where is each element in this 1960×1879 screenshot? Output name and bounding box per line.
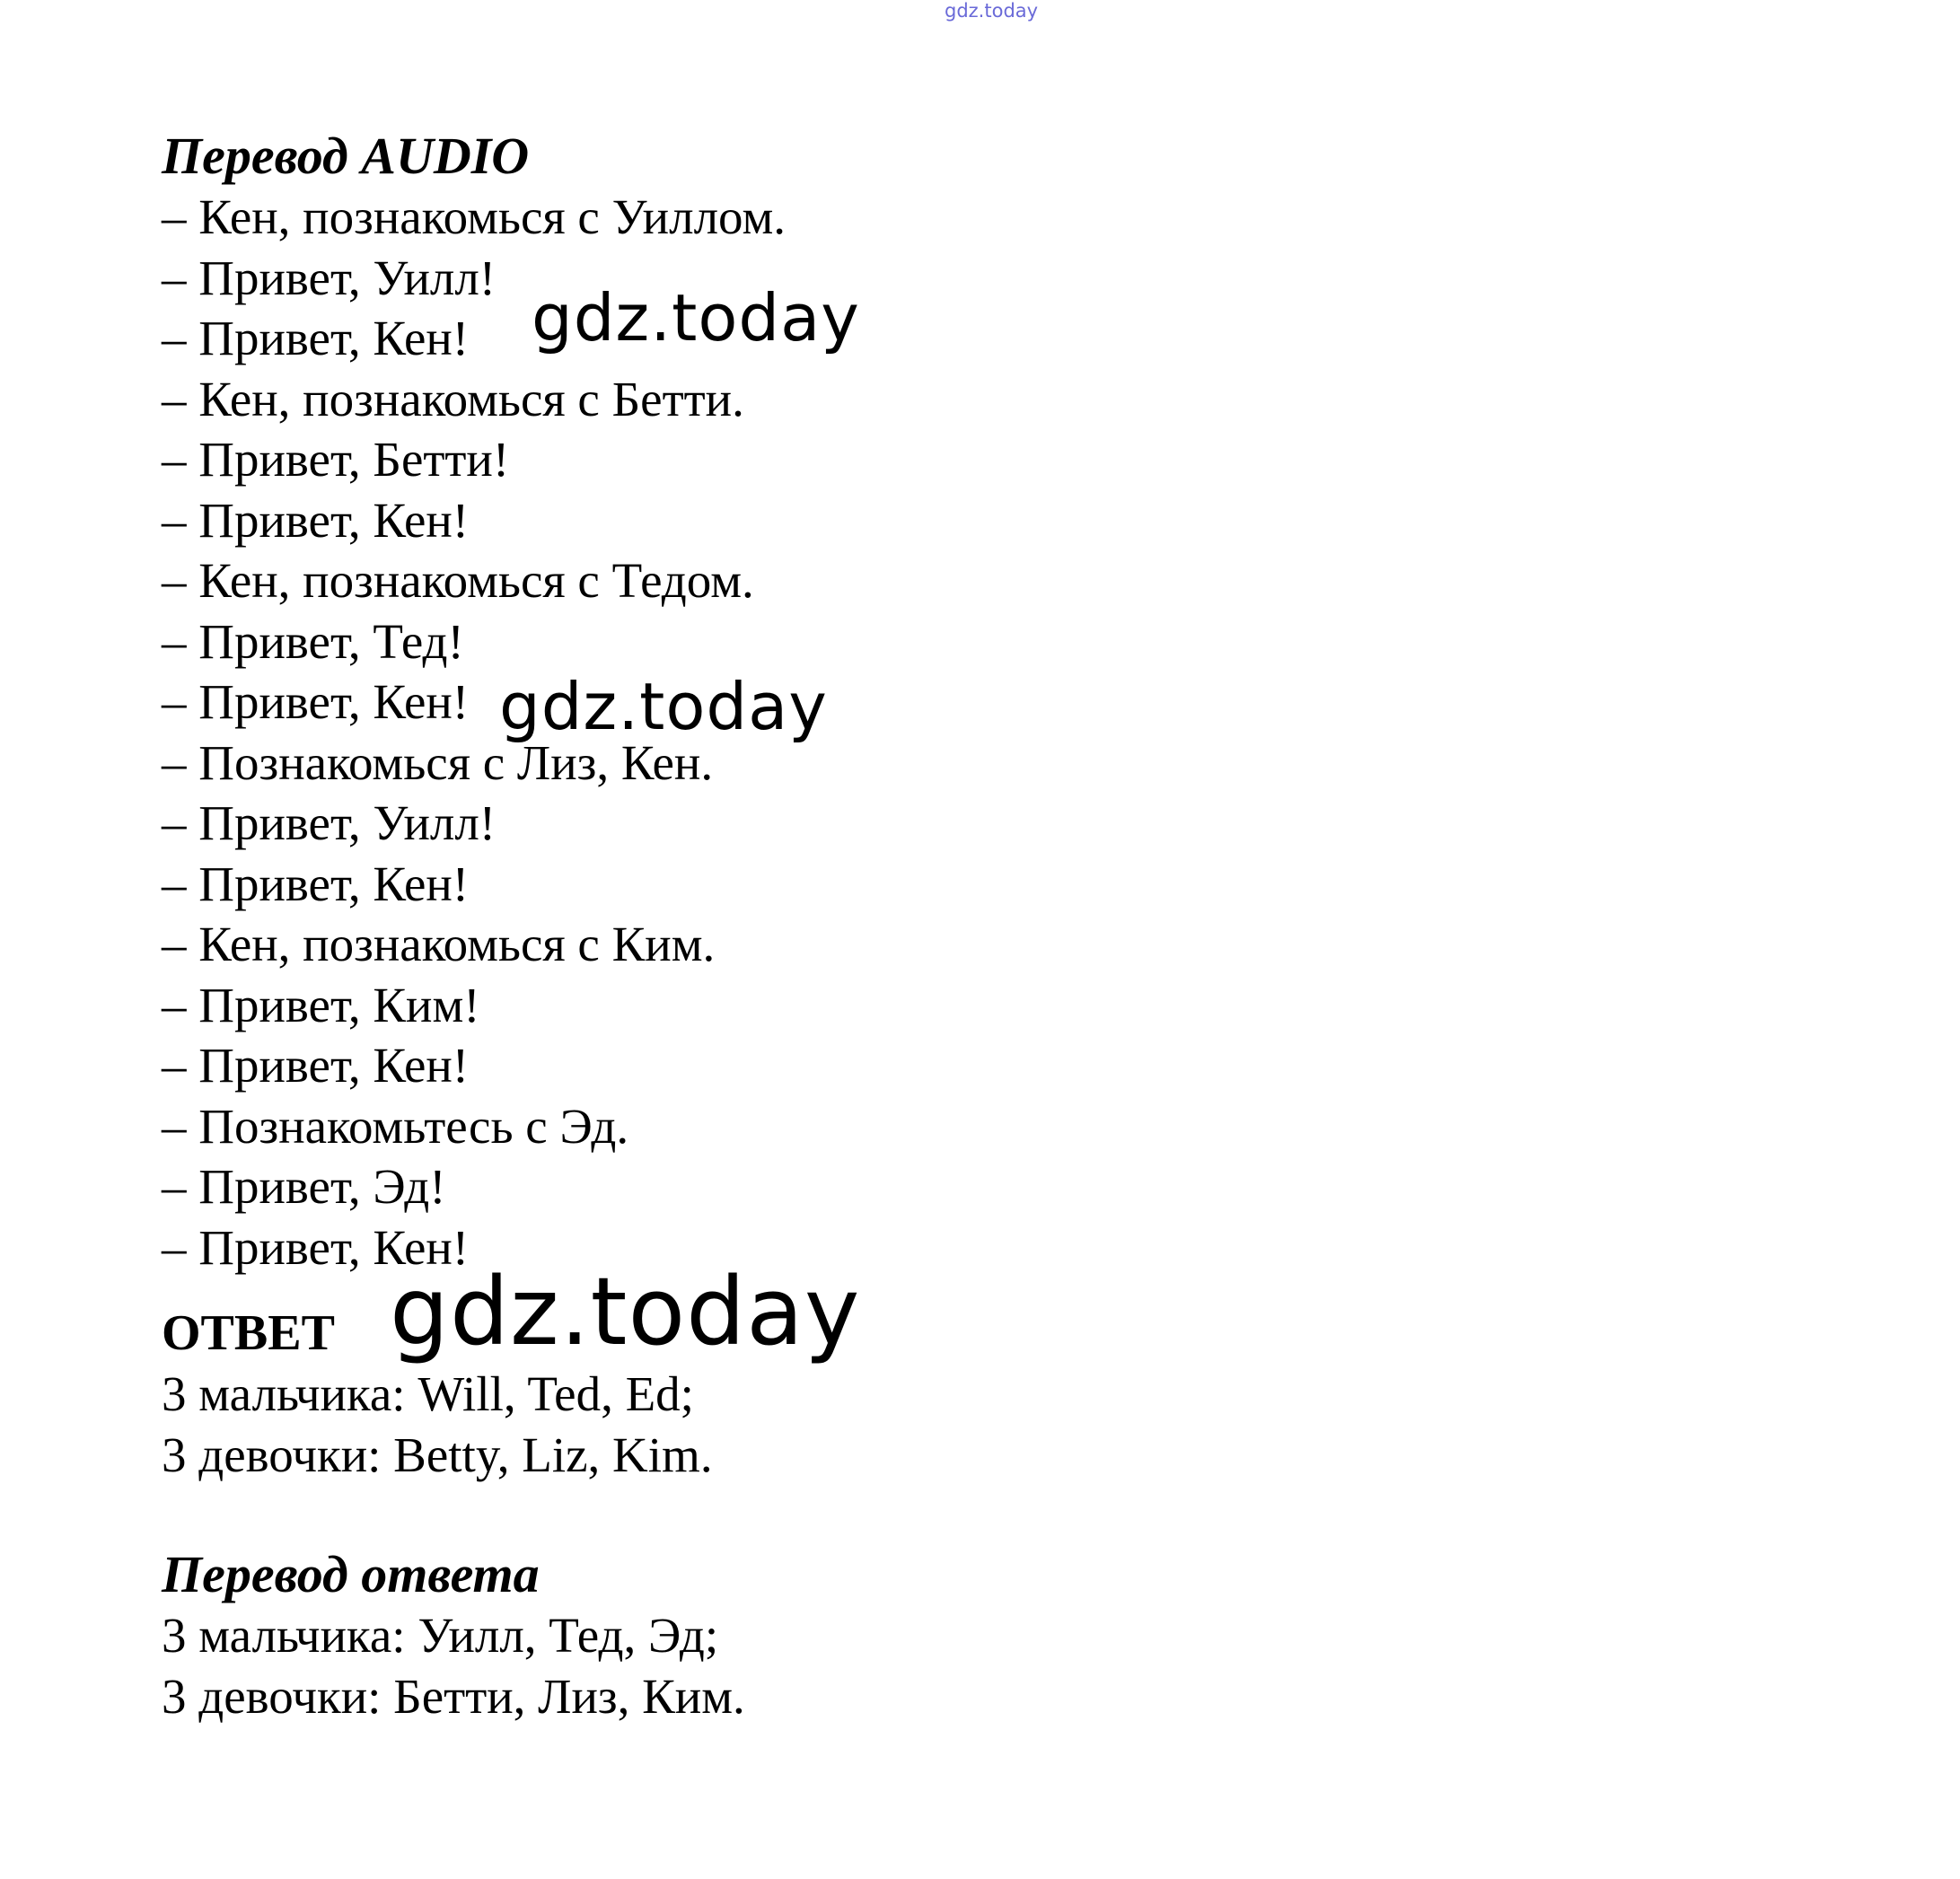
dialogue-line: – Привет, Кен! <box>162 674 470 729</box>
dialogue-line: – Привет, Кен! <box>162 311 470 365</box>
translation-line-boys: 3 мальчика: Уилл, Тед, Эд; <box>162 1608 719 1663</box>
audio-translation-section <box>162 126 1598 1278</box>
dialogue-line: – Кен, познакомься с Тедом. <box>162 553 754 608</box>
top-watermark: gdz.today <box>945 0 1039 22</box>
translation-line-girls: 3 девочки: Бетти, Лиз, Ким. <box>162 1668 745 1724</box>
watermark-logo: gdz.today <box>532 280 860 356</box>
dialogue-line: – Кен, познакомься с Бетти. <box>162 371 744 426</box>
dialogue-line: – Познакомьтесь с Эд. <box>162 1098 629 1154</box>
dialogue-line: – Привет, Бетти! <box>162 432 510 487</box>
dialogue-line: – Привет, Уилл! <box>162 795 497 850</box>
audio-translation-heading: Перевод AUDIO <box>162 127 530 185</box>
dialogue-line: – Привет, Уилл! <box>162 250 497 305</box>
dialogue-line: – Привет, Ким! <box>162 977 480 1032</box>
answer-section <box>162 1303 1598 1485</box>
answer-line-girls: 3 девочки: Betty, Liz, Kim. <box>162 1427 713 1482</box>
dialogue-line: – Кен, познакомься с Ким. <box>162 917 716 971</box>
document-content <box>162 126 1598 1726</box>
dialogue-line: – Привет, Кен! <box>162 1219 470 1275</box>
answer-heading: ОТВЕТ <box>162 1305 335 1361</box>
dialogue-line: – Привет, Кен! <box>162 492 470 548</box>
dialogue-line: – Кен, познакомься с Уиллом. <box>162 189 787 244</box>
dialogue-line: – Познакомься с Лиз, Кен. <box>162 734 714 790</box>
watermark-logo: gdz.today <box>499 669 828 744</box>
dialogue-line: – Привет, Кен! <box>162 1038 470 1093</box>
dialogue-line: – Привет, Кен! <box>162 856 470 911</box>
watermark-logo: gdz.today <box>390 1257 861 1366</box>
answer-translation-heading: Перевод ответа <box>162 1545 540 1603</box>
answer-translation-section <box>162 1544 1598 1726</box>
answer-line-boys: 3 мальчика: Will, Ted, Ed; <box>162 1366 694 1421</box>
dialogue-line: – Привет, Эд! <box>162 1159 446 1214</box>
dialogue-line: – Привет, Тед! <box>162 613 464 669</box>
